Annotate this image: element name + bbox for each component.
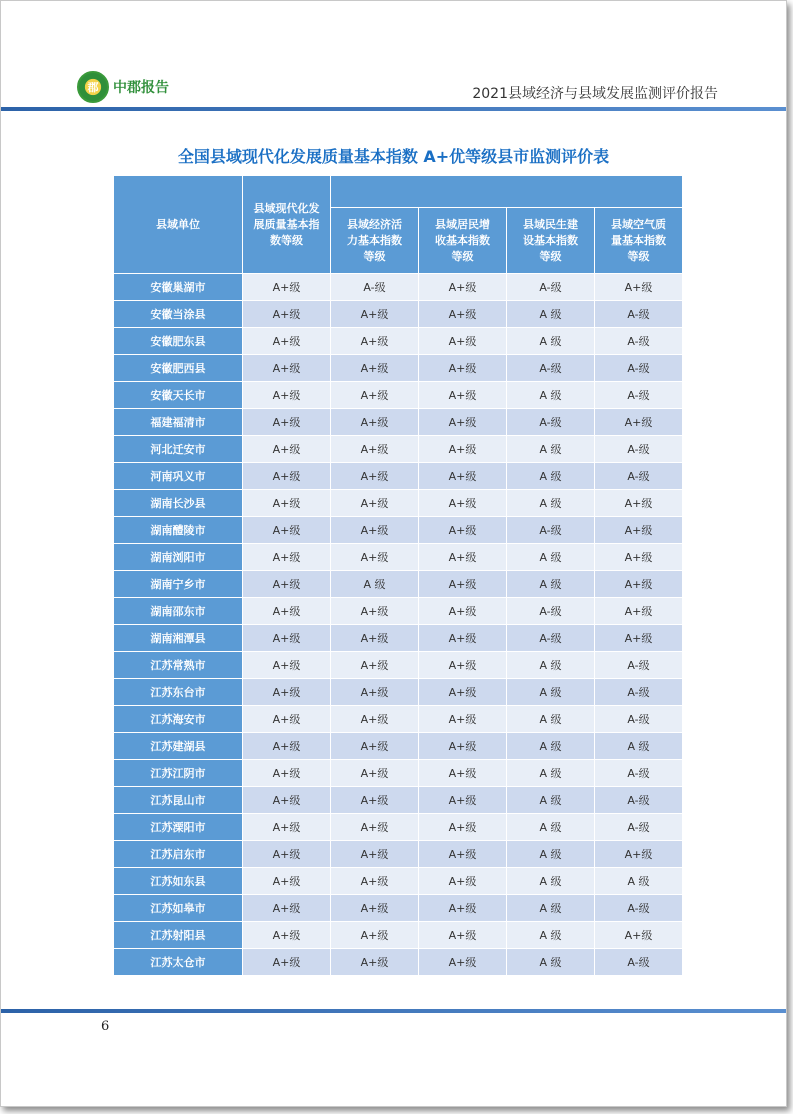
- header-income-label: 县域居民增收基本指数等级: [435, 217, 490, 263]
- brand-name: 中郡报告: [113, 80, 169, 96]
- county-name: 湖南邵东市: [114, 598, 243, 625]
- county-name: 江苏东台市: [114, 679, 243, 706]
- grade-cell: A+级: [419, 706, 507, 733]
- grade-cell: A+级: [243, 679, 331, 706]
- grade-cell: A-级: [595, 814, 683, 841]
- grade-cell: A+级: [419, 625, 507, 652]
- grade-cell: A 级: [331, 571, 419, 598]
- grade-cell: A+级: [243, 760, 331, 787]
- grade-cell: A+级: [595, 841, 683, 868]
- grade-cell: A+级: [331, 841, 419, 868]
- grade-cell: A+级: [243, 490, 331, 517]
- grade-cell: A 级: [507, 490, 595, 517]
- county-name: 福建福清市: [114, 409, 243, 436]
- grade-cell: A+级: [331, 355, 419, 382]
- header-income: [419, 208, 507, 274]
- grade-cell: A+级: [595, 544, 683, 571]
- grade-cell: A+级: [419, 868, 507, 895]
- grade-cell: A+级: [243, 868, 331, 895]
- grade-cell: A-级: [595, 301, 683, 328]
- grade-cell: A+级: [243, 706, 331, 733]
- grade-cell: A+级: [243, 517, 331, 544]
- grade-cell: A+级: [331, 463, 419, 490]
- grade-cell: A-级: [595, 787, 683, 814]
- county-name: 安徽巢湖市: [114, 274, 243, 301]
- county-name: 湖南宁乡市: [114, 571, 243, 598]
- grade-cell: A+级: [419, 895, 507, 922]
- grade-cell: A+级: [595, 922, 683, 949]
- grade-cell: A+级: [595, 409, 683, 436]
- county-name: 江苏昆山市: [114, 787, 243, 814]
- grade-cell: A+级: [243, 814, 331, 841]
- county-name: 江苏射阳县: [114, 922, 243, 949]
- grade-cell: A 级: [507, 841, 595, 868]
- table-row: [114, 490, 683, 517]
- county-name: 湖南长沙县: [114, 490, 243, 517]
- table-row: [114, 355, 683, 382]
- grade-cell: A 级: [507, 301, 595, 328]
- table-row: [114, 409, 683, 436]
- county-name: 江苏如皋市: [114, 895, 243, 922]
- grade-cell: A+级: [331, 409, 419, 436]
- grade-cell: A-级: [595, 679, 683, 706]
- grade-cell: A-级: [595, 895, 683, 922]
- county-name: 江苏海安市: [114, 706, 243, 733]
- grade-cell: A+级: [419, 733, 507, 760]
- grade-cell: A+级: [331, 301, 419, 328]
- grade-cell: A 级: [507, 814, 595, 841]
- grade-cell: A+级: [331, 814, 419, 841]
- grade-cell: A-级: [507, 355, 595, 382]
- header-air: [595, 208, 683, 274]
- county-name: 江苏启东市: [114, 841, 243, 868]
- table-row: [114, 544, 683, 571]
- grade-cell: A-级: [507, 274, 595, 301]
- grade-cell: A+级: [243, 355, 331, 382]
- grade-cell: A+级: [243, 625, 331, 652]
- grade-cell: A+级: [331, 625, 419, 652]
- grade-cell: A+级: [243, 409, 331, 436]
- grade-cell: A-级: [595, 652, 683, 679]
- county-name: 江苏常熟市: [114, 652, 243, 679]
- header-livelihood-label: 县域民生建设基本指数等级: [523, 217, 578, 263]
- grade-cell: A+级: [331, 706, 419, 733]
- grade-cell: A+级: [419, 490, 507, 517]
- table-row: [114, 274, 683, 301]
- table-row: [114, 652, 683, 679]
- page-header: [1, 1, 786, 111]
- grade-cell: A+级: [243, 787, 331, 814]
- grade-cell: A+级: [331, 868, 419, 895]
- county-name: 湖南醴陵市: [114, 517, 243, 544]
- report-title: 2021县域经济与县域发展监测评价报告: [472, 86, 718, 102]
- grade-cell: A+级: [331, 328, 419, 355]
- county-name: 江苏江阴市: [114, 760, 243, 787]
- grade-cell: A+级: [243, 652, 331, 679]
- grade-cell: A-级: [595, 463, 683, 490]
- page-number: 6: [101, 1019, 110, 1034]
- grade-cell: A+级: [331, 760, 419, 787]
- table-row: [114, 787, 683, 814]
- grade-cell: A 级: [507, 652, 595, 679]
- header-economy: [331, 208, 419, 274]
- grade-cell: A-级: [595, 760, 683, 787]
- grade-cell: A 级: [507, 949, 595, 976]
- logo-icon: [77, 71, 109, 103]
- table-row: [114, 733, 683, 760]
- table-row: [114, 301, 683, 328]
- grade-cell: A+级: [419, 787, 507, 814]
- grade-cell: A-级: [595, 328, 683, 355]
- grade-cell: A-级: [507, 598, 595, 625]
- county-name: 湖南湘潭县: [114, 625, 243, 652]
- grade-cell: A 级: [507, 463, 595, 490]
- grade-cell: A+级: [243, 274, 331, 301]
- grade-cell: A+级: [243, 382, 331, 409]
- grade-cell: A+级: [243, 922, 331, 949]
- grade-cell: A+级: [243, 463, 331, 490]
- county-name: 河北迁安市: [114, 436, 243, 463]
- grade-cell: A+级: [419, 598, 507, 625]
- grade-cell: A+级: [419, 544, 507, 571]
- grade-cell: A-级: [595, 436, 683, 463]
- table-row: [114, 463, 683, 490]
- grade-cell: A-级: [331, 274, 419, 301]
- table-row: [114, 868, 683, 895]
- grade-cell: A+级: [419, 814, 507, 841]
- logo-glyph: 郡: [87, 81, 99, 94]
- grade-cell: A+级: [419, 571, 507, 598]
- grade-cell: A+级: [243, 841, 331, 868]
- grade-cell: A+级: [419, 409, 507, 436]
- grade-cell: A+级: [331, 652, 419, 679]
- header-unit: [114, 176, 243, 274]
- grade-cell: A+级: [419, 436, 507, 463]
- table-row: [114, 895, 683, 922]
- grade-cell: A 级: [507, 760, 595, 787]
- grade-cell: A+级: [243, 436, 331, 463]
- grade-cell: A+级: [331, 382, 419, 409]
- rating-table: [113, 175, 683, 976]
- grade-cell: A+级: [595, 571, 683, 598]
- grade-cell: A+级: [419, 328, 507, 355]
- table-row: [114, 814, 683, 841]
- county-name: 安徽当涂县: [114, 301, 243, 328]
- county-name: 江苏如东县: [114, 868, 243, 895]
- grade-cell: A+级: [331, 949, 419, 976]
- grade-cell: A+级: [243, 544, 331, 571]
- grade-cell: A+级: [331, 544, 419, 571]
- grade-cell: A+级: [419, 274, 507, 301]
- grade-cell: A 级: [507, 868, 595, 895]
- table-row: [114, 436, 683, 463]
- county-name: 江苏溧阳市: [114, 814, 243, 841]
- grade-cell: A 级: [507, 328, 595, 355]
- grade-cell: A+级: [243, 598, 331, 625]
- grade-cell: A-级: [595, 949, 683, 976]
- grade-cell: A 级: [507, 733, 595, 760]
- grade-cell: A+级: [419, 382, 507, 409]
- header-economy-label: 县域经济活力基本指数等级: [347, 217, 402, 263]
- table-row: [114, 949, 683, 976]
- grade-cell: A-级: [507, 409, 595, 436]
- grade-cell: A+级: [595, 517, 683, 544]
- grade-cell: A-级: [595, 355, 683, 382]
- grade-cell: A+级: [331, 787, 419, 814]
- grade-cell: A 级: [595, 733, 683, 760]
- table-body: [114, 274, 683, 976]
- grade-cell: A 级: [507, 571, 595, 598]
- grade-cell: A+级: [331, 679, 419, 706]
- county-name: 安徽天长市: [114, 382, 243, 409]
- grade-cell: A+级: [243, 895, 331, 922]
- grade-cell: A+级: [419, 463, 507, 490]
- grade-cell: A+级: [595, 625, 683, 652]
- table-row: [114, 598, 683, 625]
- grade-cell: A+级: [595, 490, 683, 517]
- table-row: [114, 841, 683, 868]
- grade-cell: A+级: [419, 922, 507, 949]
- grade-cell: A+级: [243, 571, 331, 598]
- grade-cell: A+级: [419, 301, 507, 328]
- grade-cell: A+级: [419, 679, 507, 706]
- header-main-index-label: 县域现代化发展质量基本指数等级: [253, 201, 320, 247]
- grade-cell: A+级: [243, 949, 331, 976]
- grade-cell: A+级: [243, 733, 331, 760]
- grade-cell: A+级: [331, 490, 419, 517]
- grade-cell: A-级: [507, 517, 595, 544]
- header-main-index: [243, 176, 331, 274]
- grade-cell: A 级: [507, 895, 595, 922]
- grade-cell: A+级: [243, 328, 331, 355]
- grade-cell: A-级: [595, 706, 683, 733]
- county-name: 河南巩义市: [114, 463, 243, 490]
- county-name: 江苏建湖县: [114, 733, 243, 760]
- table-row: [114, 328, 683, 355]
- grade-cell: A+级: [419, 949, 507, 976]
- grade-cell: A 级: [507, 382, 595, 409]
- grade-cell: A+级: [419, 760, 507, 787]
- grade-cell: A+级: [331, 922, 419, 949]
- table-row: [114, 382, 683, 409]
- grade-cell: A-级: [595, 382, 683, 409]
- grade-cell: A+级: [331, 436, 419, 463]
- footer-divider: [1, 1009, 786, 1013]
- table-row: [114, 706, 683, 733]
- header-divider: [1, 107, 786, 111]
- grade-cell: A 级: [507, 922, 595, 949]
- grade-cell: A+级: [419, 652, 507, 679]
- grade-cell: A 级: [507, 679, 595, 706]
- grade-cell: A+级: [331, 733, 419, 760]
- county-name: 江苏太仓市: [114, 949, 243, 976]
- county-name: 安徽肥东县: [114, 328, 243, 355]
- grade-cell: A+级: [595, 274, 683, 301]
- grade-cell: A 级: [507, 436, 595, 463]
- grade-cell: A+级: [331, 895, 419, 922]
- header-group: [331, 176, 683, 208]
- table-row: [114, 517, 683, 544]
- table-title: 全国县域现代化发展质量基本指数 A+优等级县市监测评价表: [177, 147, 610, 166]
- header-air-label: 县域空气质量基本指数等级: [611, 217, 666, 263]
- grade-cell: A+级: [419, 355, 507, 382]
- header-livelihood: [507, 208, 595, 274]
- grade-cell: A+级: [243, 301, 331, 328]
- header-unit-label: 县域单位: [156, 217, 200, 231]
- county-name: 湖南浏阳市: [114, 544, 243, 571]
- grade-cell: A 级: [595, 868, 683, 895]
- table-row: [114, 625, 683, 652]
- grade-cell: A+级: [595, 598, 683, 625]
- grade-cell: A 级: [507, 544, 595, 571]
- grade-cell: A 级: [507, 787, 595, 814]
- table-row: [114, 922, 683, 949]
- grade-cell: A-级: [507, 625, 595, 652]
- table-row: [114, 571, 683, 598]
- table-row: [114, 679, 683, 706]
- grade-cell: A+级: [419, 517, 507, 544]
- grade-cell: A+级: [419, 841, 507, 868]
- county-name: 安徽肥西县: [114, 355, 243, 382]
- grade-cell: A 级: [507, 706, 595, 733]
- grade-cell: A+级: [331, 517, 419, 544]
- table-row: [114, 760, 683, 787]
- grade-cell: A+级: [331, 598, 419, 625]
